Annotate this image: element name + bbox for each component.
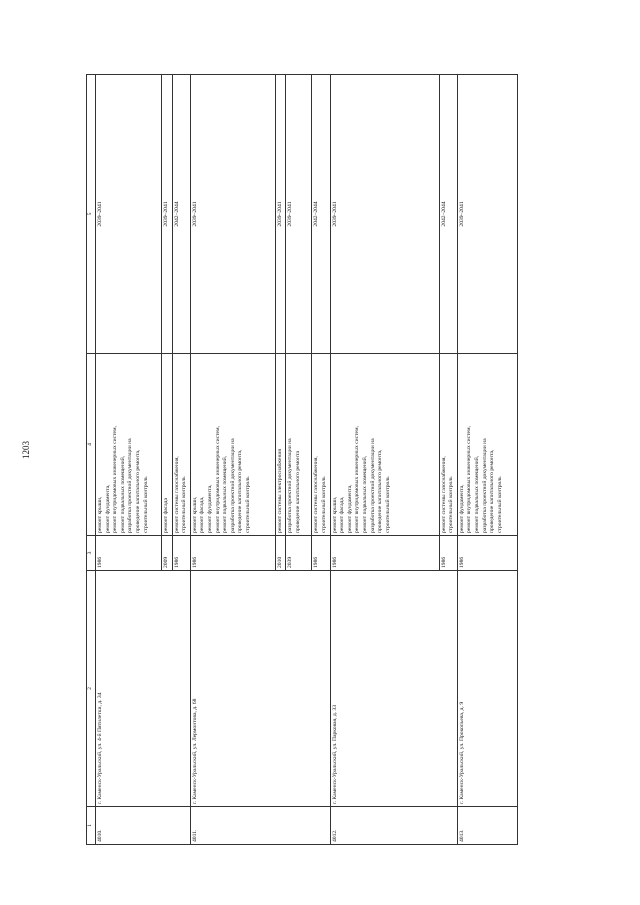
header-cell: 2: [87, 571, 96, 807]
work-item: разработка проектной документации на: [287, 438, 294, 533]
period-cell: 2039–2041: [190, 75, 275, 354]
work-item: ремонт фундамента,: [458, 484, 465, 533]
work-item: строительный контроль: [244, 476, 251, 533]
work-item: ремонт фундамента,: [346, 484, 353, 533]
year-cell: 2039: [286, 536, 312, 571]
work-item: строительный контроль: [181, 476, 188, 533]
work-item: ремонт фасада,: [339, 496, 346, 533]
year-cell: 1986: [190, 536, 275, 571]
period-cell: 2039–2041: [286, 75, 312, 354]
address-cell: г. Каменск-Уральский, ул. Парковая, д. 33: [330, 571, 457, 807]
work-item: ремонт фасада: [163, 498, 169, 533]
period-cell: 2042–2044: [172, 75, 190, 354]
period-cell: 2039–2041: [96, 75, 162, 354]
repair-schedule-table-container: [86, 75, 592, 845]
work-item: ремонт крыши,: [191, 496, 198, 533]
works-cell: [172, 354, 190, 536]
work-item: ремонт системы газоснабжения,: [173, 456, 180, 533]
work-item: строительный контроль: [384, 476, 391, 533]
work-item: ремонт системы газоснабжения,: [440, 456, 447, 533]
repair-schedule-table: [86, 74, 518, 845]
row-number-cell: 4012.: [330, 807, 457, 845]
work-item: строительный контроль: [448, 476, 455, 533]
works-cell: [457, 354, 517, 536]
year-cell: 2009: [162, 536, 173, 571]
period-cell: 2039–2041: [275, 75, 286, 354]
work-item: ремонт подвальных помещений,: [222, 455, 229, 533]
work-item: ремонт фасада,: [199, 496, 206, 533]
work-item: строительный контроль: [496, 476, 503, 533]
period-cell: 2039–2041: [330, 75, 439, 354]
work-item: разработка проектной документации на: [481, 438, 488, 533]
work-item: ремонт внутридомовых инженерных систем,: [112, 426, 119, 533]
year-cell: 1986: [312, 536, 330, 571]
header-cell: 4: [87, 354, 96, 536]
work-item: разработка проектной документации на: [229, 438, 236, 533]
year-cell: 1986: [457, 536, 517, 571]
period-cell: 2039–2041: [457, 75, 517, 354]
work-item: ремонт фундамента,: [206, 484, 213, 533]
work-item: строительный контроль: [320, 476, 327, 533]
page-number: 1203: [21, 441, 31, 459]
address-cell: г. Каменск-Уральский, ул. Лермонтова, д. 68: [190, 571, 330, 807]
work-item: ремонт внутридомовых инженерных систем,: [354, 426, 361, 533]
year-cell: 2010: [275, 536, 286, 571]
work-item: разработка проектной документации на: [127, 438, 134, 533]
work-item: ремонт крыши,: [331, 496, 338, 533]
year-cell: 1986: [330, 536, 439, 571]
work-item: проведение капитального ремонта,: [489, 449, 496, 533]
works-cell: [275, 354, 286, 536]
table-row: [96, 75, 162, 845]
work-item: проведение капитального ремонта,: [134, 449, 141, 533]
work-item: ремонт подвальных помещений,: [119, 455, 126, 533]
row-number-cell: 4013.: [457, 807, 517, 845]
work-item: ремонт внутридомовых инженерных систем,: [214, 426, 221, 533]
works-cell: [190, 354, 275, 536]
table-row: [330, 75, 439, 845]
header-cell: 5: [87, 75, 96, 354]
year-cell: 1986: [96, 536, 162, 571]
work-item: строительный контроль: [142, 476, 149, 533]
works-cell: [439, 354, 457, 536]
work-item: проведение капитального ремонта,: [377, 449, 384, 533]
period-cell: 2039–2041: [162, 75, 173, 354]
work-item: ремонт подвальных помещений,: [473, 455, 480, 533]
header-cell: 3: [87, 536, 96, 571]
work-item: разработка проектной документации на: [369, 438, 376, 533]
row-number-cell: 4010.: [96, 807, 191, 845]
work-item: проведение капитального ремонта: [294, 451, 301, 533]
table-row: [457, 75, 517, 845]
work-item: ремонт системы электроснабжения: [276, 449, 283, 533]
table-body: [96, 75, 518, 845]
period-cell: 2042–2044: [439, 75, 457, 354]
works-cell: [286, 354, 312, 536]
header-row: [87, 75, 96, 845]
year-cell: 1986: [172, 536, 190, 571]
works-cell: [330, 354, 439, 536]
header-cell: 1: [87, 807, 96, 845]
work-item: проведение капитального ремонта,: [237, 449, 244, 533]
row-number-cell: 4011.: [190, 807, 330, 845]
works-cell: [96, 354, 162, 536]
period-cell: 2042–2044: [312, 75, 330, 354]
year-cell: 1986: [439, 536, 457, 571]
works-cell: [162, 354, 173, 536]
work-item: ремонт крыши,: [97, 496, 103, 533]
work-item: ремонт подвальных помещений,: [361, 455, 368, 533]
work-item: ремонт системы газоснабжения,: [313, 456, 320, 533]
work-item: ремонт фундамента,: [104, 484, 111, 533]
works-cell: [312, 354, 330, 536]
address-cell: г. Каменск-Уральский, ул. Прокопьева, д. 9: [457, 571, 517, 807]
table-row: [190, 75, 275, 845]
work-item: ремонт внутридомовых инженерных систем,: [466, 426, 473, 533]
address-cell: г. Каменск-Уральский, ул. 4-й Пятилетки, д. 34: [96, 571, 191, 807]
